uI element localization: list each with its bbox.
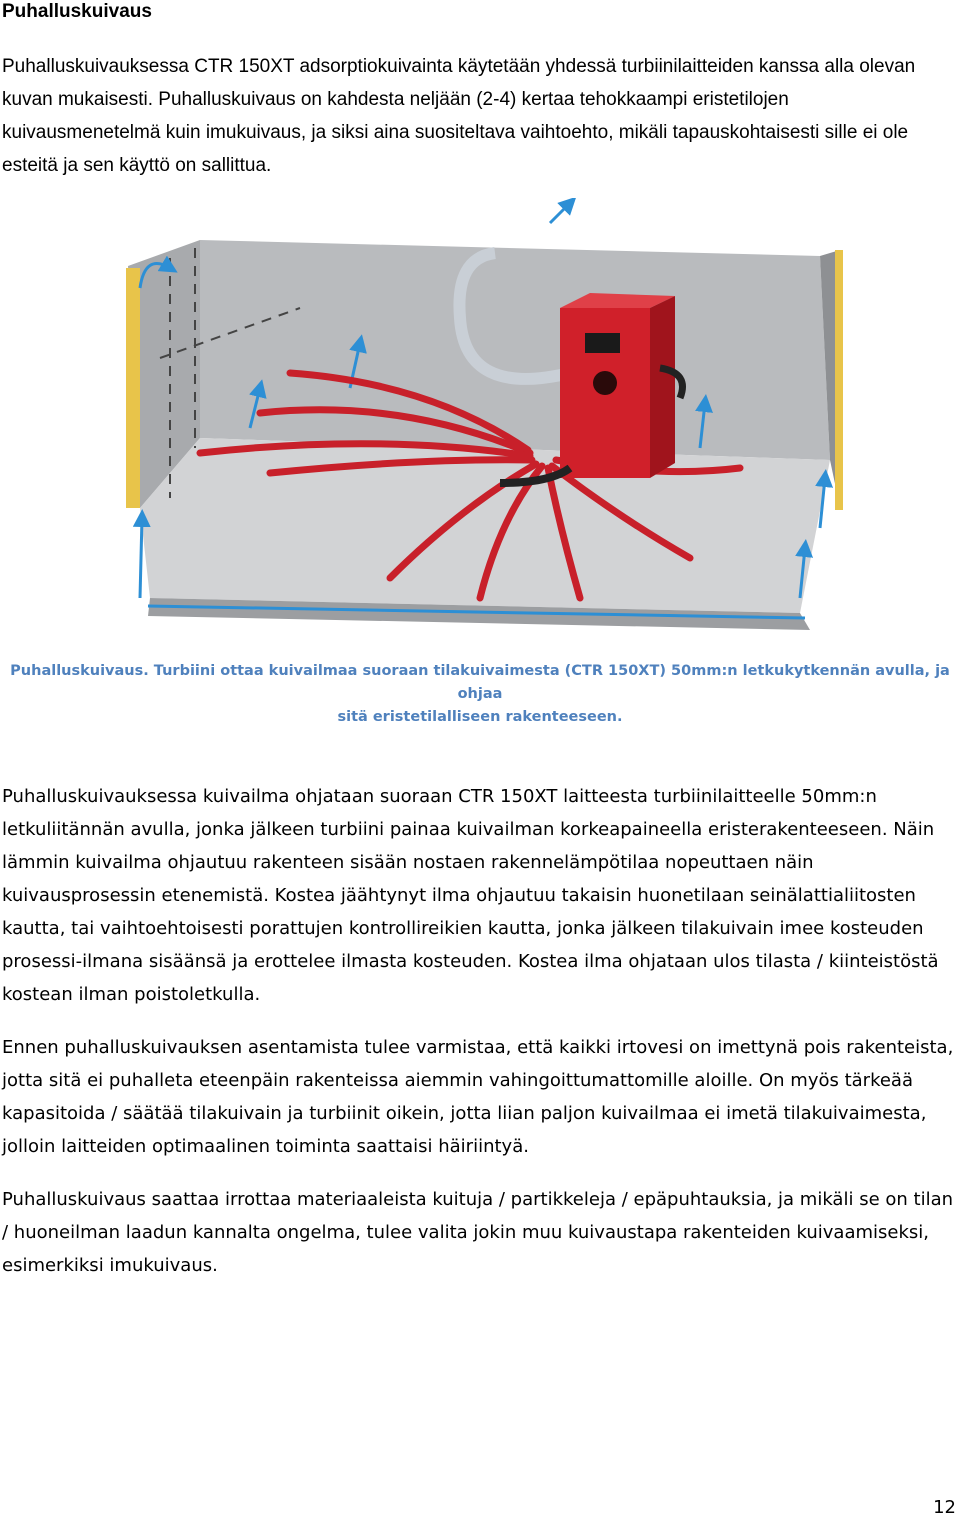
blow-drying-illustration [100, 198, 860, 638]
body-paragraph-1: Puhalluskuivauksessa kuivailma ohjataan suoraan CTR 150XT laitteesta turbiinilaitteelle 50mm:n letkuliitännän avulla, jonka jälkeen turbiini painaa kuivailman korkeapaineella eristerakenteeseen. Näin lämmin kuivailma ohjautuu rakenteen sisään nostaen rakennelämpötilaa nopeuttaen näin kuivausprosessin etenemistä. Kostea jäähtynyt ilma ohjautuu takaisin huonetilaan seinälattialiitosten kautta, tai vaihtoehtoisesti porattujen kontrollireikien kautta, jonka jälkeen tilakuivain imee kosteuden prosessi-ilmana sisäänsä ja erottelee ilmasta kosteuden. Kostea ilma ohjataan ulos tilasta / kiinteistöstä kostean ilman poistoletkulla. [2, 786, 939, 1005]
body-paragraph-3: Puhalluskuivaus saattaa irrottaa materiaaleista kuituja / partikkeleja / epäpuhtauksia, ja mikäli se on tilan / huoneilman laadun kannalta ongelma, tulee valita jokin muu kuivaustapa rakenteiden kuivaamiseksi, esimerkiksi imukuivaus. [2, 1189, 954, 1276]
caption-line-2: sitä eristetilalliseen rakenteeseen. [337, 709, 623, 725]
right-insulation [835, 250, 843, 510]
body-paragraph-2: Ennen puhalluskuivauksen asentamista tulee varmistaa, että kaikki irtovesi on imettynä pois rakenteista, jotta sitä ei puhalleta eteenpäin rakenteissa aiemmin vahingoittumattomille aloille. On myös tärkeää kapasitoida / säätää tilakuivain ja turbiinit oikein, jotta liian paljon kuivailmaa ei imetä tilakuivaimesta, jolloin laitteiden optimaalinen toiminta saattaisi häiriintyä. [2, 1037, 954, 1157]
page-number: 12 [933, 1497, 956, 1518]
figure-caption [0, 660, 960, 729]
caption-line-1: Puhalluskuivaus. Turbiini ottaa kuivailmaa suoraan tilakuivaimesta (CTR 150XT) 50mm:n letkukytkennän avulla, ja ohjaa [10, 663, 950, 702]
intro-paragraph: Puhalluskuivauksessa CTR 150XT adsorptiokuivainta käytetään yhdessä turbiinilaitteiden kanssa alla olevan kuvan mukaisesti. Puhalluskuivaus on kahdesta neljään (2-4) kertaa tehokkaampi eristetilojen kuivausmenetelmä kuin imukuivaus, ja siksi aina suositeltava vaihtoehto, mikäli tapauskohtaisesti sille ei ole esteitä ja sen käyttö on sallittua. [2, 56, 916, 176]
left-insulation [126, 268, 140, 508]
back-wall [200, 240, 830, 460]
section-heading: Puhalluskuivaus [2, 1, 152, 22]
